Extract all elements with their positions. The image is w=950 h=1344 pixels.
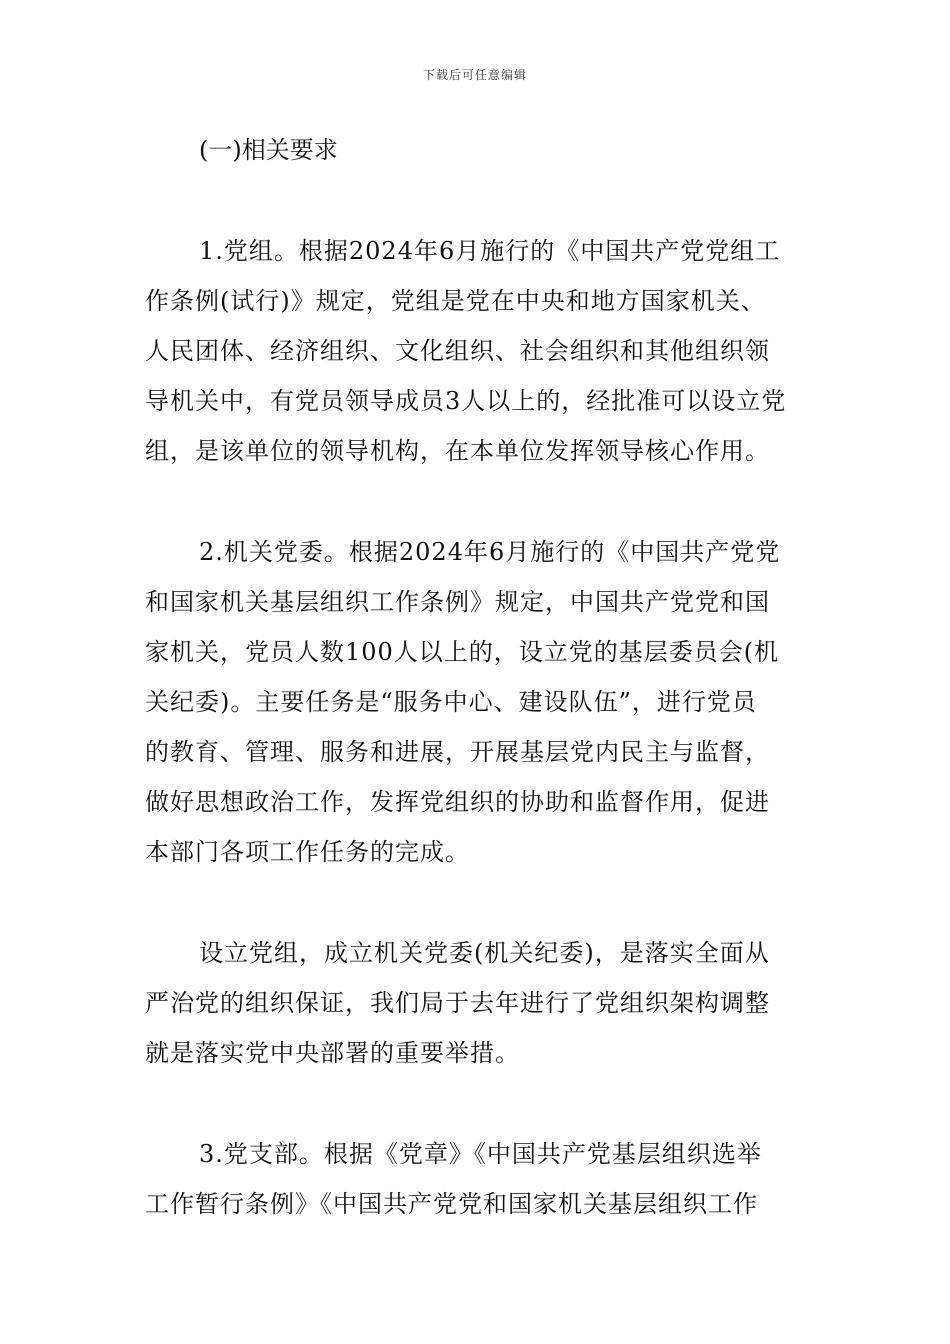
paragraph-party-group	[145, 226, 807, 476]
paragraph-line: 家机关，党员人数100人以上的，设立党的基层委员会(机	[145, 638, 780, 666]
paragraph-line: 就是落实党中央部署的重要举措。	[145, 1039, 520, 1067]
paragraph-line: 作条例(试行)》规定，党组是党在中央和地方国家机关、	[145, 287, 766, 315]
paragraph-line: 本部门各项工作任务的完成。	[145, 838, 470, 866]
paragraph-line: 关纪委)。主要任务是“服务中心、建设队伍”，进行党员	[145, 688, 757, 716]
paragraph-line: 组，是该单位的领导机构，在本单位发挥领导核心作用。	[145, 437, 770, 465]
section-heading: (一)相关要求	[199, 136, 338, 164]
paragraph-line: 的教育、管理、服务和进展，开展基层党内民主与监督，	[145, 738, 770, 766]
paragraph-party-branch	[145, 1129, 807, 1229]
document-body	[145, 125, 807, 1280]
page-header-note: 下载后可任意编辑	[422, 68, 527, 82]
paragraph-line: 和国家机关基层组织工作条例》规定，中国共产党党和国	[145, 588, 770, 616]
paragraph-line: 导机关中，有党员领导成员3人以上的，经批准可以设立党	[145, 387, 787, 415]
paragraph-line: 做好思想政治工作，发挥党组织的协助和监督作用，促进	[145, 788, 770, 816]
paragraph-organizational-guarantee	[145, 928, 807, 1078]
paragraph-line: 工作暂行条例》《中国共产党党和国家机关基层组织工作	[145, 1190, 758, 1218]
paragraph-line: 1.党组。根据2024年6月施行的《中国共产党党组工	[199, 237, 781, 265]
paragraph-line: 人民团体、经济组织、文化组织、社会组织和其他组织领	[145, 337, 770, 365]
paragraph-line: 设立党组，成立机关党委(机关纪委)，是落实全面从	[199, 939, 770, 967]
paragraph-line: 2.机关党委。根据2024年6月施行的《中国共产党党	[199, 538, 781, 566]
paragraph-organ-party-committee	[145, 527, 807, 877]
paragraph-line: 严治党的组织保证，我们局于去年进行了党组织架构调整	[145, 989, 770, 1017]
paragraph-line: 3.党支部。根据《党章》《中国共产党基层组织选举	[199, 1140, 762, 1168]
